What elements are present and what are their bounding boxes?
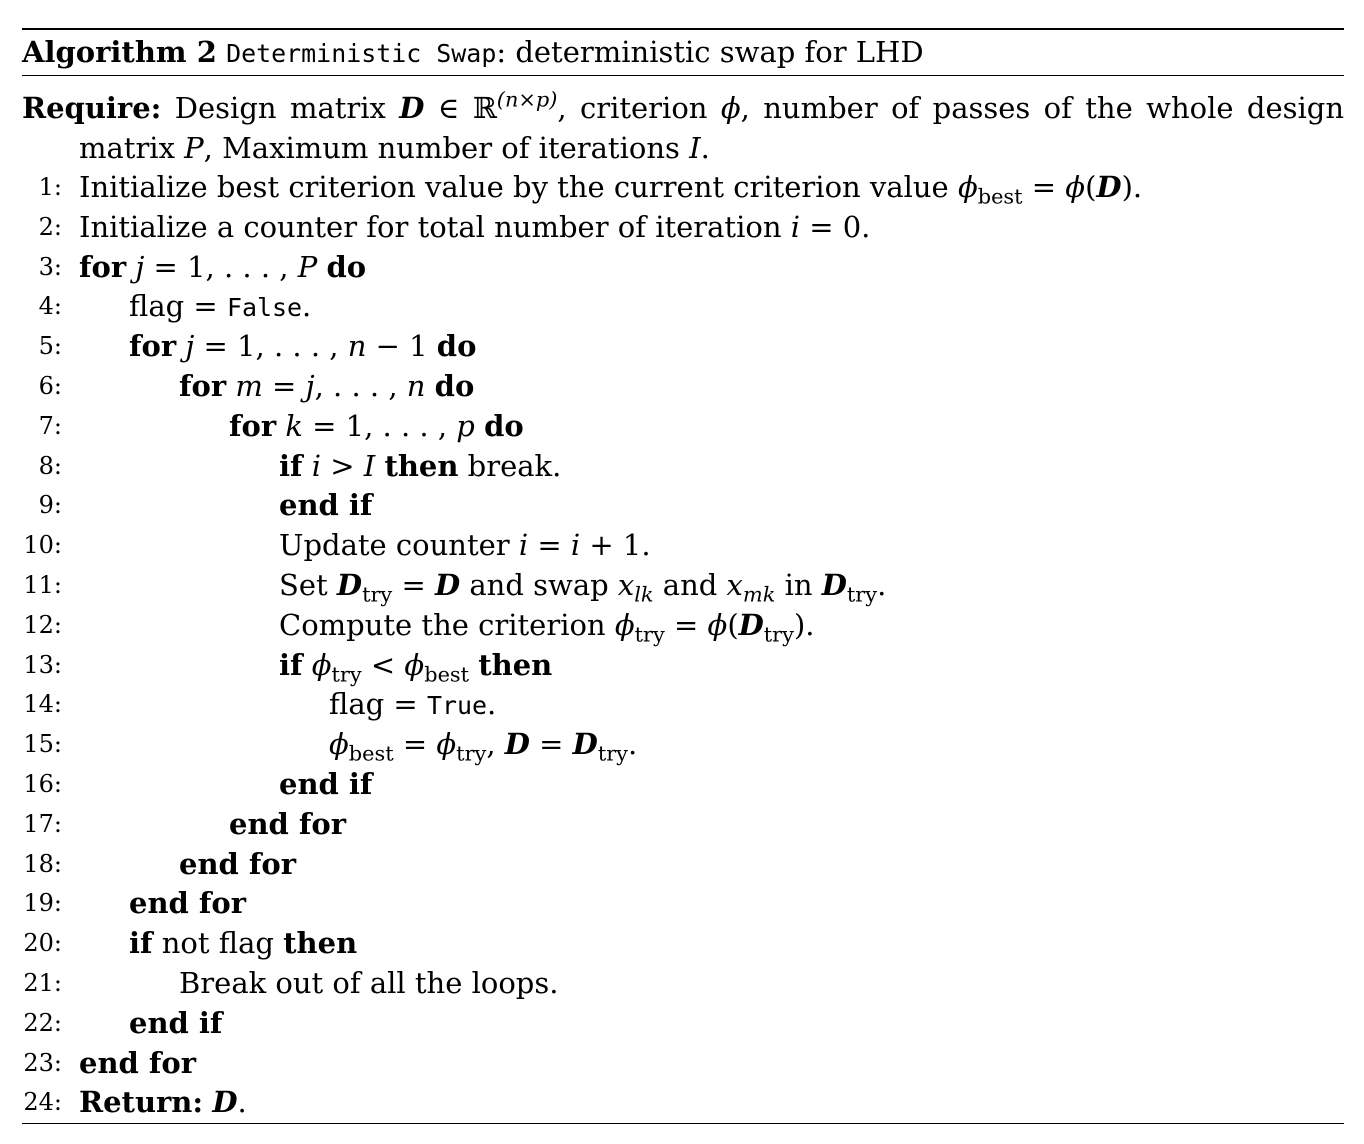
- algorithm-line: [22, 327, 1344, 367]
- algorithm-line: [22, 924, 1344, 964]
- line-number: 7:: [38, 411, 62, 440]
- line-code: [79, 447, 561, 487]
- line-text: =: [1022, 170, 1066, 204]
- line-number: 5:: [38, 332, 62, 361]
- math-symbol: ϕ: [404, 647, 425, 682]
- algorithm-line: [22, 168, 1344, 208]
- line-code: [79, 168, 1142, 208]
- math-symbol: I: [363, 448, 376, 483]
- algorithm-line: [22, 486, 1344, 526]
- algorithm-line: [22, 1044, 1344, 1084]
- line-code: [79, 924, 357, 964]
- line-code: [79, 646, 552, 686]
- line-number: 3:: [38, 252, 62, 281]
- line-text: Set: [279, 567, 337, 602]
- keyword: for: [179, 368, 227, 403]
- algorithm-line: [22, 248, 1344, 288]
- math-subscript: try: [597, 741, 628, 766]
- math-symbol: j: [305, 368, 315, 403]
- keyword: do: [436, 329, 477, 364]
- math-symbol: D: [504, 727, 530, 762]
- math-subscript: lk: [634, 582, 654, 607]
- keyword: for: [129, 329, 177, 364]
- math-subscript: try: [456, 741, 487, 766]
- line-text: (: [727, 607, 739, 642]
- math-symbol: i: [311, 448, 321, 483]
- line-text: ).: [1121, 170, 1143, 204]
- line-text: <: [361, 647, 405, 682]
- math-symbol: ℝ: [472, 91, 497, 125]
- math-symbol: j: [185, 329, 195, 364]
- line-number: 10:: [23, 531, 62, 560]
- line-number: 6:: [38, 371, 62, 400]
- line-text: = 0.: [800, 209, 871, 244]
- math-symbol: D: [434, 567, 461, 602]
- code-literal: True: [426, 691, 487, 721]
- math-subscript: try: [846, 582, 878, 607]
- line-number: 22:: [23, 1008, 62, 1037]
- require-text: , Maximum number of iterations: [203, 131, 680, 165]
- algorithm-line: [22, 287, 1344, 327]
- line-code: [79, 606, 815, 646]
- line-code: [79, 526, 651, 566]
- require-text: .: [700, 131, 710, 165]
- require-text: Design matrix: [174, 91, 386, 125]
- algorithm-line: [22, 964, 1344, 1004]
- math-subscript: best: [348, 741, 394, 766]
- line-text: − 1: [366, 329, 437, 364]
- math-symbol: D: [336, 567, 363, 602]
- line-text: flag =: [129, 289, 227, 324]
- line-code: [79, 287, 311, 328]
- line-text: .: [627, 727, 638, 762]
- math-subscript: mk: [742, 582, 776, 607]
- line-number: 11:: [23, 570, 62, 599]
- math-symbol: ϕ: [311, 647, 332, 682]
- line-code: [79, 407, 524, 447]
- line-number: 19:: [23, 889, 62, 918]
- line-text: .: [237, 1085, 247, 1120]
- math-symbol: I: [689, 131, 701, 165]
- line-code: [79, 1044, 196, 1084]
- math-symbol: P: [297, 249, 318, 284]
- algorithm-line: [22, 367, 1344, 407]
- line-text: =: [393, 727, 437, 762]
- algorithm-line: [22, 447, 1344, 487]
- keyword: do: [326, 249, 367, 284]
- keyword: for: [79, 249, 127, 284]
- line-number: 24:: [23, 1088, 62, 1117]
- line-text: = 1, . . . ,: [302, 408, 457, 443]
- algorithm-line: [22, 1083, 1344, 1123]
- algorithm-line: [22, 566, 1344, 606]
- line-number: 21:: [23, 968, 62, 997]
- keyword: Return:: [79, 1085, 204, 1120]
- line-number: 18:: [23, 849, 62, 878]
- line-text: flag =: [329, 687, 427, 722]
- math-symbol: D: [1096, 170, 1122, 204]
- line-number: 2:: [38, 212, 62, 241]
- line-code: [79, 1083, 247, 1123]
- keyword: then: [478, 647, 553, 682]
- algorithm-line: [22, 725, 1344, 765]
- algorithm-line: [22, 805, 1344, 845]
- line-number: 23:: [23, 1048, 62, 1077]
- line-number: 9:: [38, 491, 62, 520]
- keyword: end for: [229, 806, 347, 841]
- math-symbol: n: [406, 368, 426, 403]
- require-text: , criterion: [557, 91, 708, 125]
- math-symbol: k: [285, 408, 303, 443]
- math-symbol: m: [235, 368, 263, 403]
- algorithm-line: [22, 845, 1344, 885]
- line-text: =: [528, 528, 571, 563]
- keyword: end for: [79, 1045, 197, 1080]
- line-code: [79, 805, 346, 845]
- line-text: >: [321, 448, 364, 483]
- line-text: + 1.: [580, 528, 651, 563]
- line-code: [79, 685, 496, 726]
- math-symbol: ϕ: [614, 607, 635, 642]
- math-symbol: D: [821, 567, 847, 602]
- line-number: 12:: [23, 610, 62, 639]
- line-text: Update counter: [279, 528, 519, 563]
- line-text: ).: [793, 607, 815, 642]
- math-symbol: i: [790, 209, 800, 244]
- keyword: end for: [129, 886, 247, 921]
- line-text: .: [877, 567, 887, 602]
- math-subscript: try: [331, 662, 362, 687]
- math-symbol: ϕ: [707, 607, 728, 642]
- algorithm-line: [22, 407, 1344, 447]
- math-symbol: D: [212, 1085, 238, 1120]
- line-text: =: [262, 368, 306, 403]
- math-symbol: ϕ: [720, 91, 741, 125]
- line-number: 16:: [23, 769, 62, 798]
- math-symbol: ϕ: [957, 170, 978, 204]
- bottom-rule: [22, 1123, 1344, 1124]
- math-symbol: ϕ: [1065, 170, 1086, 204]
- keyword: end if: [279, 488, 373, 523]
- keyword: end for: [179, 846, 297, 881]
- line-text: ,: [486, 727, 505, 762]
- line-number: 15:: [23, 730, 62, 759]
- require-keyword: Require:: [22, 91, 162, 125]
- algorithm-line: [22, 1004, 1344, 1044]
- keyword: end if: [129, 1005, 223, 1040]
- math-symbol: ∈: [424, 91, 473, 125]
- line-text: , . . . ,: [314, 368, 407, 403]
- math-symbol: x: [617, 567, 635, 602]
- math-symbol: D: [572, 727, 598, 762]
- line-text: Initialize best criterion value by the current criterion value: [79, 170, 958, 204]
- keyword: if: [279, 448, 303, 483]
- line-code: [79, 367, 474, 407]
- math-symbol: x: [726, 567, 743, 602]
- math-symbol: n: [347, 329, 367, 364]
- algorithm-block: [22, 28, 1344, 1124]
- line-code: [79, 725, 637, 765]
- line-code: [79, 566, 886, 606]
- line-text: .: [302, 289, 312, 324]
- math-subscript: best: [424, 662, 470, 687]
- require-text: , number of passes of the whole design matrix: [79, 91, 1345, 165]
- line-number: 13:: [23, 650, 62, 679]
- algorithm-name: Deterministic Swap: [226, 39, 497, 68]
- line-code: [79, 208, 870, 248]
- line-code: [79, 765, 372, 805]
- algorithm-line: [22, 526, 1344, 566]
- line-text: and: [653, 567, 727, 602]
- line-number: 8:: [38, 451, 62, 480]
- keyword: for: [229, 408, 277, 443]
- line-text: break.: [458, 448, 562, 483]
- algorithm-line: [22, 765, 1344, 805]
- keyword: do: [434, 368, 475, 403]
- line-text: = 1, . . . ,: [194, 329, 348, 364]
- line-text: =: [664, 607, 708, 642]
- line-text: Compute the criterion: [279, 607, 615, 642]
- keyword: if: [279, 647, 303, 682]
- keyword: do: [484, 408, 524, 443]
- algorithm-caption: [22, 30, 1344, 75]
- math-symbol: j: [135, 249, 145, 284]
- line-code: [79, 486, 372, 526]
- line-text: in: [775, 567, 822, 602]
- math-symbol: i: [518, 528, 529, 563]
- math-subscript: try: [634, 622, 665, 647]
- line-text: .: [487, 687, 497, 722]
- math-symbol: ϕ: [329, 727, 349, 762]
- line-code: [79, 845, 296, 885]
- algorithm-lines: [22, 168, 1344, 1123]
- line-text: and swap: [460, 567, 618, 602]
- math-subscript: best: [977, 184, 1023, 209]
- line-code: [79, 964, 558, 1004]
- algorithm-line: [22, 884, 1344, 924]
- line-number: 20:: [23, 929, 62, 958]
- line-text: Initialize a counter for total number of iteration: [79, 209, 791, 244]
- line-number: 14:: [23, 690, 62, 719]
- math-symbol: D: [399, 91, 425, 125]
- math-symbol: i: [570, 528, 581, 563]
- line-text: =: [529, 727, 573, 762]
- caption-label: Algorithm 2: [22, 35, 217, 69]
- algorithm-line: [22, 685, 1344, 725]
- line-text: =: [392, 567, 435, 602]
- keyword: end if: [279, 766, 373, 801]
- algorithm-line: [22, 208, 1344, 248]
- line-text: = 1, . . . ,: [144, 249, 298, 284]
- require-statement: [22, 88, 1344, 168]
- line-code: [79, 248, 366, 288]
- math-subscript: try: [763, 622, 794, 647]
- line-code: [79, 327, 476, 367]
- algorithm-line: [22, 646, 1344, 686]
- line-code: [79, 1004, 222, 1044]
- math-symbol: D: [738, 607, 764, 642]
- keyword: then: [283, 926, 358, 961]
- keyword: then: [384, 448, 459, 483]
- math-symbol: p: [456, 408, 475, 443]
- code-literal: False: [226, 293, 303, 323]
- line-number: 1:: [38, 173, 62, 201]
- line-code: [79, 884, 246, 924]
- line-text: (: [1085, 170, 1097, 204]
- math-symbol: P: [184, 131, 204, 165]
- line-text: not flag: [152, 926, 284, 961]
- line-text: Break out of all the loops.: [179, 965, 559, 1000]
- math-symbol: ϕ: [436, 727, 457, 762]
- line-number: 4:: [38, 292, 62, 321]
- caption-description: : deterministic swap for LHD: [496, 35, 924, 69]
- line-number: 17:: [23, 809, 62, 838]
- keyword: if: [129, 926, 153, 961]
- math-subscript: try: [362, 582, 393, 607]
- algorithm-line: [22, 606, 1344, 646]
- caption-rule: [22, 75, 1344, 76]
- math-superscript: (n×p): [496, 87, 558, 112]
